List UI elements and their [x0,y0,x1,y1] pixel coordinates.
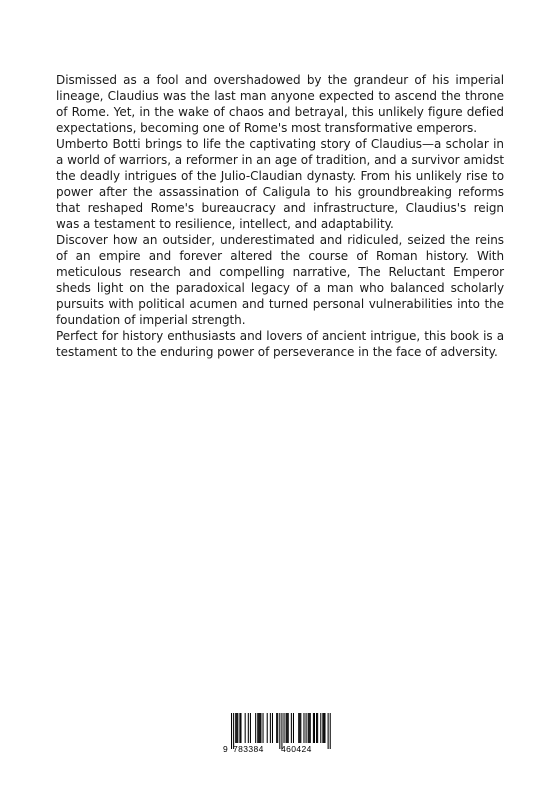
barcode-bar [299,713,300,743]
barcode-bar [257,713,258,743]
barcode-bar [240,713,241,743]
barcode-bar [291,713,292,743]
barcode-bar [259,713,260,743]
barcode-bar [314,713,315,743]
barcode-bar [235,713,236,743]
barcode-bar [323,713,324,743]
barcode-bar [288,713,289,743]
barcode-bar [287,713,288,743]
barcode-bar [248,713,249,743]
barcode-bar [286,713,287,743]
barcode-bar [245,713,246,743]
barcode-bar [255,713,256,743]
barcode-bar [300,713,301,743]
barcode-bar [270,713,271,743]
barcode-bar [324,713,325,743]
barcode-bar [272,713,273,743]
barcode-bar [320,713,321,743]
barcode-bar [308,713,309,743]
barcode-bar [298,713,299,743]
barcode-bar [306,713,307,743]
barcode-bar [313,713,314,743]
barcode-lead-digit: 9 [223,744,228,754]
barcode-bar [316,713,317,743]
barcode-bar [293,713,294,743]
barcode-bar [317,713,318,743]
barcode-bar [310,713,311,743]
barcode-bar [267,713,268,743]
isbn-barcode [223,713,335,757]
barcode-bar [260,713,261,743]
blurb-text [56,72,504,360]
barcode-bar [276,713,277,743]
barcode-bar [263,713,264,743]
barcode-bar [239,713,240,743]
barcode-right-group: 460424 [281,744,312,754]
blurb-paragraph-2: Umberto Botti brings to life the captivating story of Claudius—a scholar in a world of warriors, a reformer in an age of tradition, and a survivor amidst the deadly intrigues of the Julio-Claudian dynasty. From his unlikely rise to power after the assassination of Caligula to his groundbreaking reforms that reshaped Rome's bureaucracy and infrastructure, Claudius's reign was a testament to resilience, intellect, and adaptability. [56,137,504,231]
barcode-bar [250,713,251,743]
barcode-bar [309,713,310,743]
barcode-left-group: 783384 [233,744,264,754]
barcode-digits [223,743,335,755]
barcode-bar [284,713,285,743]
blurb-paragraph-1: Dismissed as a fool and overshadowed by the grandeur of his imperial lineage, Claudius was the last man anyone expected to ascend the throne of Rome. Yet, in the wake of chaos and betrayal, this unlikely figure defied expectations, becoming one of Rome's most transformative emperors. [56,73,504,135]
barcode-bar [258,713,259,743]
barcode-bar [322,713,323,743]
barcode-bar [277,713,278,743]
barcode-bar [237,713,238,743]
barcode-bar [303,713,304,743]
barcode-bar [236,713,237,743]
blurb-paragraph-4: Perfect for history enthusiasts and lovers of ancient intrigue, this book is a testament to the enduring power of perseverance in the face of adversity. [56,329,504,359]
blurb-paragraph-3: Discover how an outsider, underestimated and ridiculed, seized the reins of an empire and forever altered the course of Roman history. With meticulous research and compelling narrative, The Reluctant Emperor sheds light on the paradoxical legacy of a man who balanced scholarly pursuits with political acumen and turned personal vulnerabilities into the foundation of imperial strength. [56,233,504,327]
